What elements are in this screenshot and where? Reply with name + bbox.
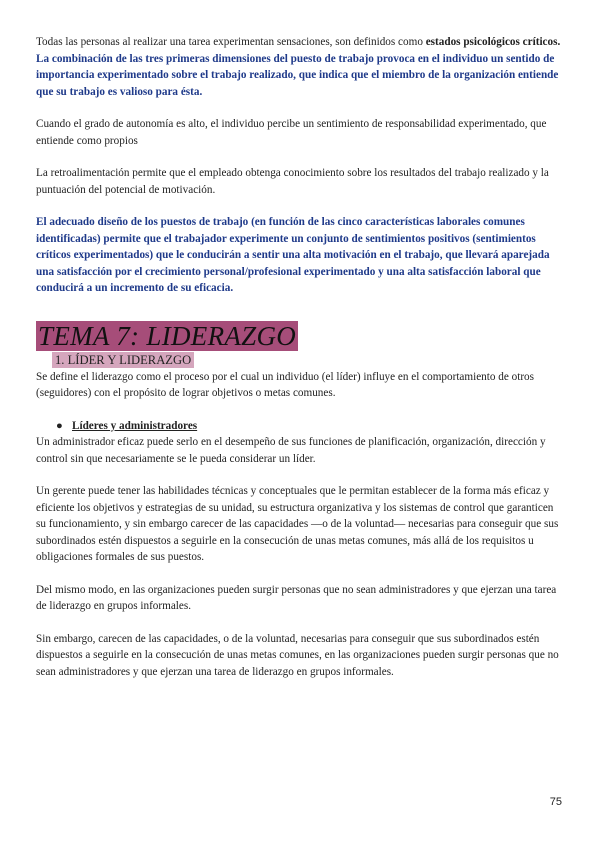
paragraph-importance: La combinación de las tres primeras dimensiones del puesto de trabajo provoca en el individuo un sentido de importancia experimentado sobre el trabajo realizado, que indica que el miembro de la organización entiende que su trabajo es valioso para ésta. — [36, 52, 559, 98]
paragraph-leadership-definition: Se define el liderazgo como el proceso por el cual un individuo (el líder) influye en el comportamiento de otros (seguidores) con el propósito de lograr objetivos o metas comunes. — [36, 370, 534, 399]
bullet-heading — [56, 418, 564, 435]
section-title: 1. LÍDER Y LIDERAZGO — [52, 352, 194, 368]
bullet-icon: ● — [56, 419, 63, 432]
paragraph-administrator: Un administrador eficaz puede serlo en el desempeño de sus funciones de planificación, organización, dirección y control sin que necesariamente se le pueda considerar un líder. — [36, 436, 546, 465]
paragraph-feedback: La retroalimentación permite que el empleado obtenga conocimiento sobre los resultados del trabajo realizado y la puntuación del potencial de motivación. — [36, 167, 549, 196]
paragraph-critical-states — [36, 34, 564, 51]
paragraph-autonomy: Cuando el grado de autonomía es alto, el individuo percibe un sentimiento de responsabilidad experimentado, que entiende como propios — [36, 118, 547, 147]
chapter-title: TEMA 7: LIDERAZGO — [38, 320, 297, 351]
page-number: 75 — [549, 796, 562, 808]
paragraph-informal-groups: Del mismo modo, en las organizaciones pueden surgir personas que no sean administradores y que ejerzan una tarea de liderazgo en grupos informales. — [36, 583, 557, 612]
paragraph-however: Sin embargo, carecen de las capacidades, o de la voluntad, necesarias para conseguir que sus subordinados estén dispuestos a seguirle en la consecución de unas metas comunes, en las organizaciones pueden surgir personas que no sean administradores y que ejerzan una tarea de liderazgo en grupos informales. — [36, 632, 559, 678]
paragraph-critical-states-text: Todas las personas al realizar una tarea experimentan sensaciones, son definidos como — [36, 36, 426, 48]
bullet-heading-text: Líderes y administradores — [72, 419, 198, 432]
paragraph-job-design: El adecuado diseño de los puestos de trabajo (en función de las cinco características laborales comunes identificadas) permite que el trabajador experimente un conjunto de sentimientos positivos (sentimientos críticos experimentados) que le conducirán a sentir una alta motivación en el trabajo, que llevará aparejada una satisfacción por el crecimiento personal/profesional experimentado y una alta satisfacción laboral que conducirá a un incremento de su eficacia. — [36, 216, 550, 294]
paragraph-manager: Un gerente puede tener las habilidades técnicas y conceptuales que le permitan establecer de la forma más eficaz y eficiente los objetivos y estrategias de su unidad, su estructura organizativa y los sistemas de control que garanticen su funcionamiento, y sin embargo carecer de las capacidades —o de la voluntad— necesarias para conseguir que sus subordinados estén dispuestos a seguirle en la consecución de unas metas comunes, más allá de los requisitos u obligaciones formales de sus puestos. — [36, 485, 559, 563]
document-page — [36, 34, 564, 680]
critical-states-term: estados psicológicos críticos. — [425, 36, 561, 48]
